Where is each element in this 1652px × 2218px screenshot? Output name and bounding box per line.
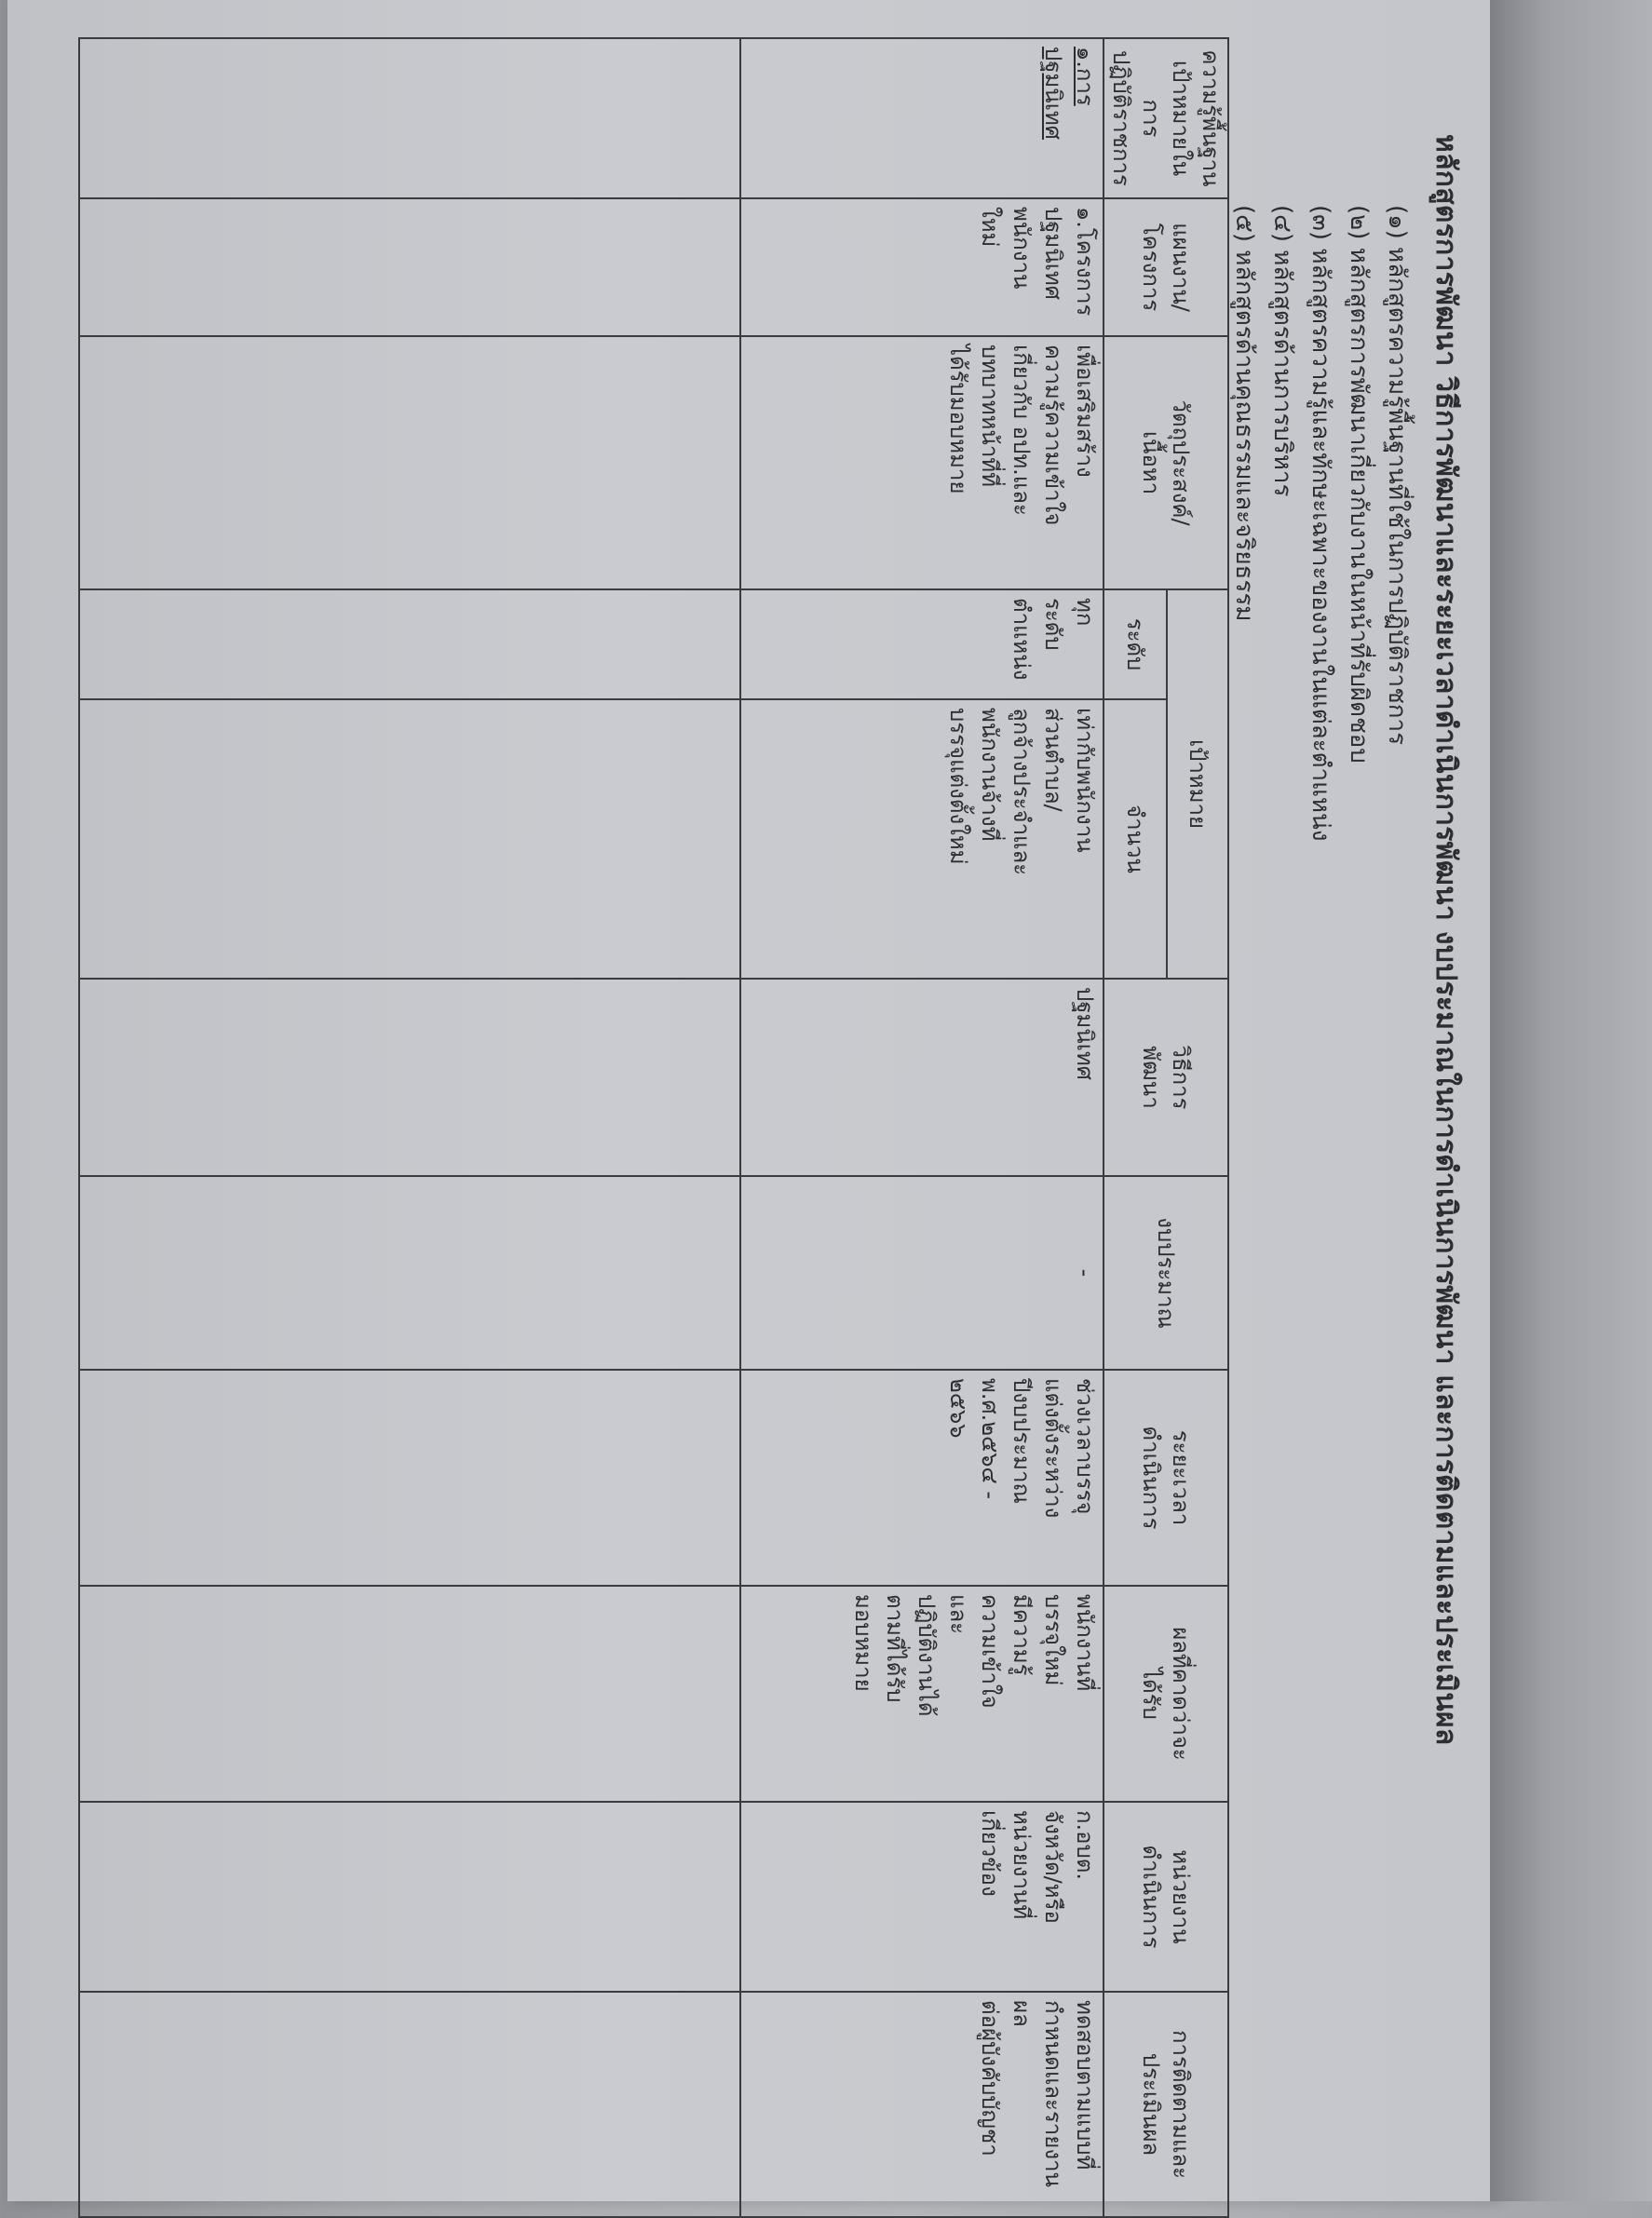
empty-cell [79,1992,740,2217]
empty-cell [79,589,740,699]
header-budget: งบประมาณ [1104,1176,1228,1370]
header-objective: วัตถุประสงค์/ เนื้อหา [1104,336,1228,589]
empty-cell [79,38,740,198]
curriculum-item: (๕) หลักสูตรด้านคุณธรรมและจริยธรรม [1230,205,1258,622]
empty-cell [79,979,740,1176]
header-level: ระดับ [1104,589,1167,699]
header-target-group: เป้าหมาย [1167,589,1228,979]
table-row [740,38,1104,2217]
cell-period: ช่วงเวลาบรรจุ แต่งตั้งระหว่าง ปีงบประมาณ พ.ศ.๒๕๖๔ - ๒๕๖๖ [740,1370,1104,1586]
table-row-empty [79,38,740,2217]
cell-agency: ก.อบต. จังหวัด/หรือ หน่วยงานที่ เกี่ยวข้อง [740,1802,1104,1992]
empty-cell [79,699,740,979]
header-plan: แผนงาน/ โครงการ [1104,198,1228,336]
empty-cell [79,198,740,336]
header-agency: หน่วยงาน ดำเนินการ [1104,1802,1228,1992]
development-plan-table [78,37,1229,2218]
cell-method: ปฐมนิเทศ [740,979,1104,1176]
curriculum-item: (๔) หลักสูตรด้านการบริหาร [1268,205,1296,497]
header-monitoring: การติดตามและ ประเมินผล [1104,1992,1228,2217]
curriculum-item: (๓) หลักสูตรความรู้และทักษะเฉพาะของงานในแต่ละตำแหน่ง [1307,205,1334,842]
rotated-page-content [0,28,1490,2187]
empty-cell [79,336,740,589]
cell-budget: - [740,1176,1104,1370]
empty-cell [79,1370,740,1586]
cell-plan: ๑.โครงการ ปฐมนิเทศ พนักงาน ใหม่ [740,198,1104,336]
header-quantity: จำนวน [1104,699,1167,979]
cell-level: ทุก ระดับ ตำแหน่ง [740,589,1104,699]
empty-cell [79,1802,740,1992]
curriculum-list [1225,205,1415,842]
empty-cell [79,1586,740,1802]
cell-objective: เพื่อเสริมสร้าง ความรู้ความเข้าใจ เกี่ยวกับ อปท.และ บทบาทหน้าที่ที่ ได้รับมอบหมาย [740,336,1104,589]
empty-cell [79,1176,740,1370]
background-surface [1490,0,1652,2201]
header-foundation: ความรู้พื้นฐาน เป้าหมายในการ ปฏิบัติราชการ [1104,38,1228,198]
curriculum-item: (๒) หลักสูตรการพัฒนาเกี่ยวกับงานในหน้าที่รับผิดชอบ [1345,205,1373,764]
curriculum-item: (๑) หลักสูตรความรู้พื้นฐานที่ใช้ในการปฏิบัติราชการ [1383,205,1411,746]
header-method: วิธีการ พัฒนา [1104,979,1228,1176]
document-title: หลักสูตรการพัฒนา วิธีการพัฒนาและระยะเวลาดำเนินการพัฒนา งบประมาณในการดำเนินการพัฒนา และการติดตามและประเมินผล [1429,134,1462,1746]
cell-foundation: ๑.การปฐมนิเทศ [740,38,1104,198]
header-expected-result: ผลที่คาดว่าจะ ได้รับ [1104,1586,1228,1802]
cell-monitoring: ทดสอบตามแบบที่ กำหนดและรายงานผล ต่อผู้บังคับบัญชา [740,1992,1104,2217]
cell-expected-result: พนักงานที่ บรรจุใหม่ มีความรู้ ความเข้าใจ และ ปฏิบัติงานได้ ตามที่ได้รับ มอบหมาย [740,1586,1104,1802]
header-period: ระยะเวลา ดำเนินการ [1104,1370,1228,1586]
cell-quantity: เท่ากับพนักงาน ส่วนตำบล/ ลูกจ้างประจำและ พนักงานจ้างที่ บรรจุแต่งตั้งใหม่ [740,699,1104,979]
